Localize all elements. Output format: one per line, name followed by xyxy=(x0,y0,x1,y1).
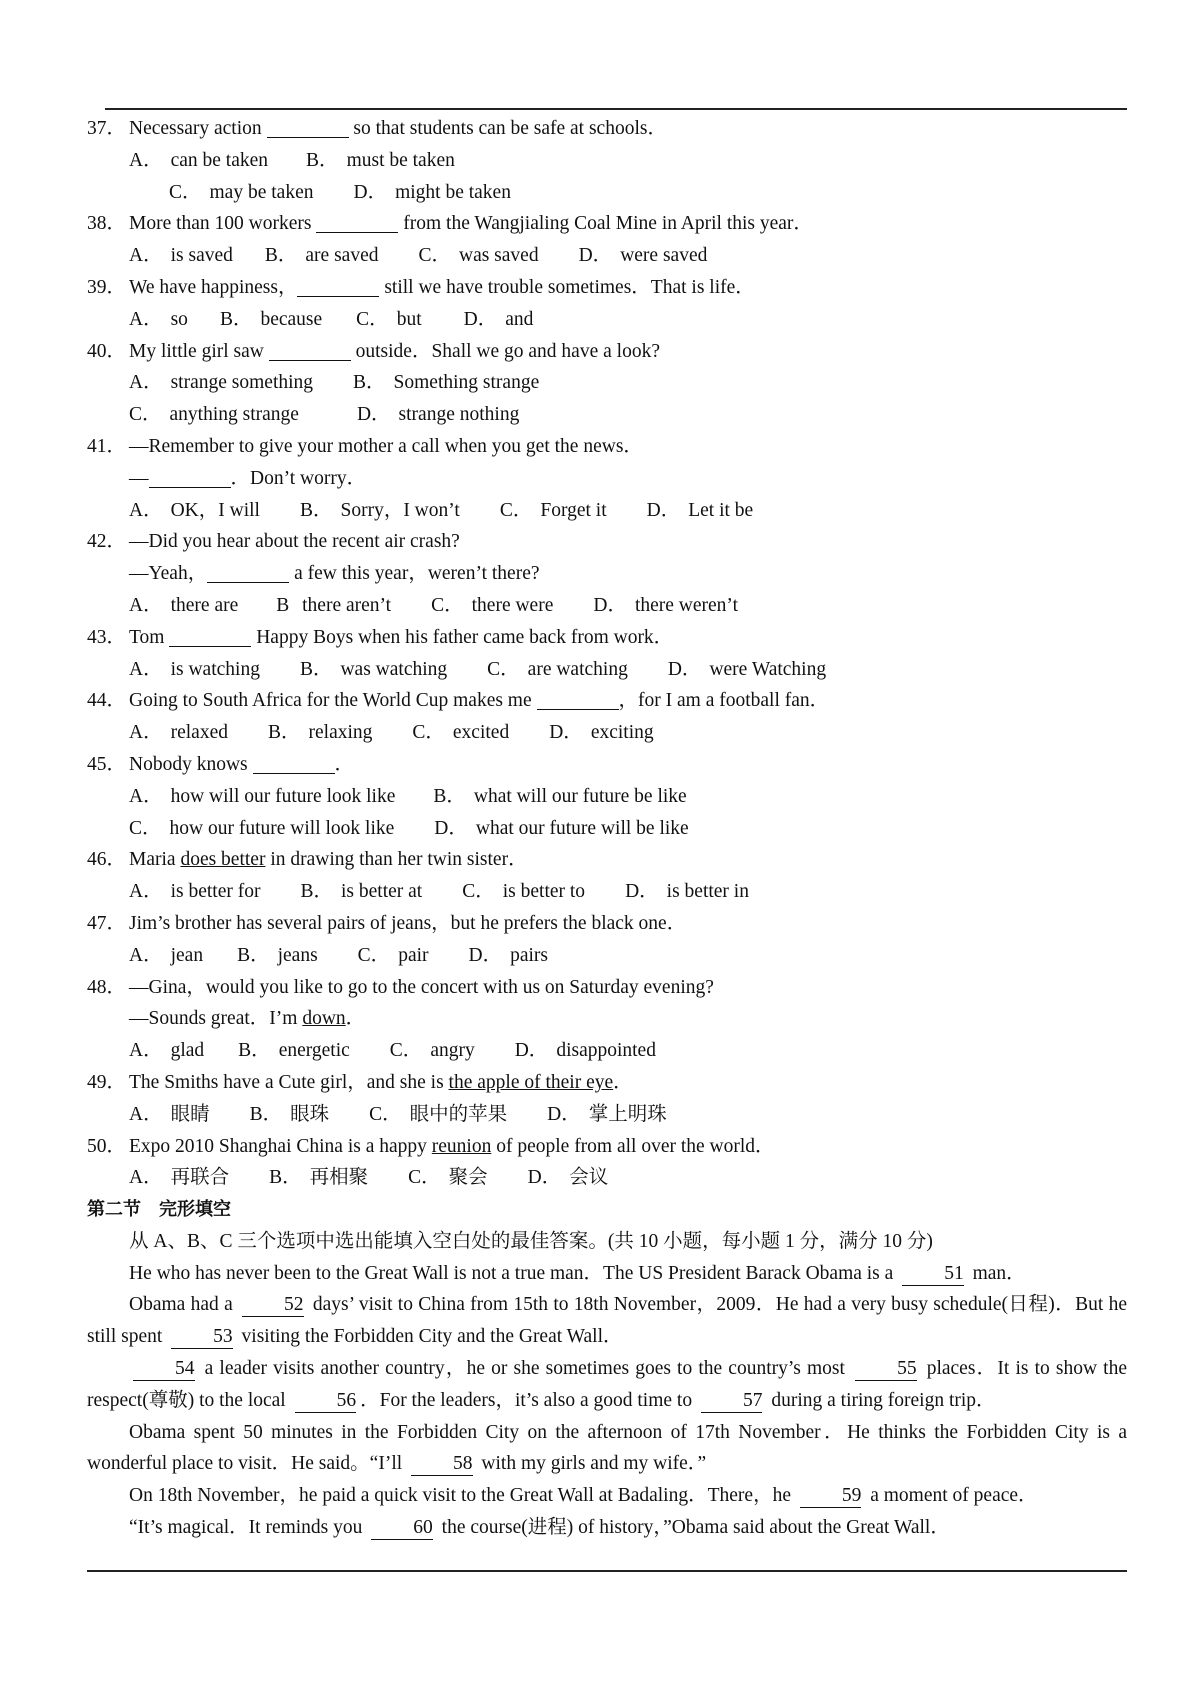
answer-option[interactable] xyxy=(250,1099,330,1131)
option-letter: D． xyxy=(578,245,613,267)
option-text: is better in xyxy=(666,881,749,903)
answer-option[interactable] xyxy=(500,495,607,527)
options-row xyxy=(87,590,1127,622)
question-text: Going to South Africa for the World Cup makes me xyxy=(129,690,537,712)
question-text: ． xyxy=(334,753,355,775)
answer-option[interactable] xyxy=(469,940,549,972)
options-row xyxy=(87,717,1127,749)
option-letter: B． xyxy=(299,499,333,521)
answer-option[interactable] xyxy=(129,590,238,622)
option-text: there were xyxy=(471,594,554,616)
option-letter: C． xyxy=(431,594,464,616)
option-letter: B． xyxy=(269,1167,302,1189)
passage-text: Obama had a xyxy=(129,1294,239,1316)
option-text: was watching xyxy=(340,658,448,680)
underlined-phrase: reunion xyxy=(431,1135,492,1157)
option-text: 眼睛 xyxy=(170,1103,210,1125)
option-letter: C． xyxy=(169,181,202,203)
answer-option[interactable] xyxy=(129,367,313,399)
option-text: were saved xyxy=(620,245,708,267)
option-letter: B． xyxy=(300,881,333,903)
answer-option[interactable] xyxy=(300,876,422,908)
passage-text: man． xyxy=(967,1262,1026,1284)
answer-blank xyxy=(267,117,349,138)
dialogue-text: —Yeah， xyxy=(129,563,208,585)
option-letter: D． xyxy=(547,1103,581,1125)
cloze-blank: 57 xyxy=(701,1390,763,1413)
question-stem xyxy=(87,336,1127,368)
option-text: 眼珠 xyxy=(290,1103,330,1125)
option-letter: D． xyxy=(549,722,583,744)
answer-option[interactable] xyxy=(547,1099,667,1131)
option-letter: A． xyxy=(129,1040,163,1062)
question-text: Maria xyxy=(129,849,181,871)
answer-option[interactable] xyxy=(129,399,299,431)
option-text: pairs xyxy=(510,944,549,966)
question-text: —Did you hear about the recent air crash? xyxy=(129,531,460,553)
passage-paragraph xyxy=(87,1258,1127,1290)
dialogue-line xyxy=(87,558,1127,590)
passage-text: places．It is to show the respect(尊敬) to the local xyxy=(87,1358,1127,1411)
question-stem xyxy=(87,685,1127,717)
cloze-blank: 52 xyxy=(242,1294,304,1317)
option-text: exciting xyxy=(590,722,654,744)
options-row xyxy=(87,304,1127,336)
answer-option[interactable] xyxy=(433,781,686,813)
answer-option[interactable] xyxy=(129,717,228,749)
option-letter: C． xyxy=(129,817,162,839)
passage-text: during a tiring foreign trip． xyxy=(766,1389,996,1411)
answer-option[interactable] xyxy=(549,717,653,749)
option-text: are watching xyxy=(527,658,628,680)
dialogue-text: a few this year，weren’t there? xyxy=(289,563,540,585)
answer-option[interactable] xyxy=(579,240,708,272)
option-letter: C． xyxy=(129,404,162,426)
question-stem xyxy=(87,113,1127,145)
option-text: 聚会 xyxy=(448,1167,488,1189)
option-letter: B． xyxy=(353,372,386,394)
options-row xyxy=(87,367,1127,399)
cloze-blank: 58 xyxy=(411,1453,473,1476)
option-letter: D． xyxy=(593,594,627,616)
option-text: might be taken xyxy=(395,181,511,203)
option-text: but xyxy=(396,308,422,330)
question-text: still we have trouble sometimes．That is life． xyxy=(379,276,755,298)
option-text: Sorry，I won’t xyxy=(340,499,460,521)
question-text: More than 100 workers xyxy=(129,213,317,235)
option-text: Forget it xyxy=(540,499,607,521)
answer-option[interactable] xyxy=(129,876,260,908)
passage-paragraph xyxy=(87,1480,1127,1512)
option-letter: D． xyxy=(514,1040,549,1062)
question-text: Expo 2010 Shanghai China is a happy xyxy=(129,1135,432,1157)
exam-content xyxy=(87,113,1127,1544)
option-letter: C． xyxy=(357,944,391,966)
answer-option[interactable] xyxy=(353,367,539,399)
answer-option[interactable] xyxy=(129,495,260,527)
cloze-blank: 51 xyxy=(902,1263,964,1286)
question-number: 50． xyxy=(87,1135,127,1157)
answer-option[interactable] xyxy=(129,240,233,272)
option-letter: A． xyxy=(129,1103,163,1125)
option-letter: A． xyxy=(129,308,163,330)
option-letter: C． xyxy=(462,881,495,903)
section-title: 第二节 完形填空 xyxy=(87,1199,231,1221)
option-text: what our future will be like xyxy=(475,817,689,839)
question-number: 42． xyxy=(87,531,127,553)
option-letter: D． xyxy=(527,1167,562,1189)
options-row xyxy=(87,940,1127,972)
question-number: 43． xyxy=(87,626,127,648)
option-letter: A． xyxy=(129,245,163,267)
option-text: anything strange xyxy=(169,404,299,426)
answer-option[interactable] xyxy=(357,399,519,431)
question-text: The Smiths have a Cute girl，and she is xyxy=(129,1071,449,1093)
dialogue-text: ． xyxy=(345,1008,366,1030)
section-instruction: 从 A、B、C 三个选项中选出能填入空白处的最佳答案。(共 10 小题，每小题 1 分，满分 10 分) xyxy=(129,1230,933,1252)
question-text: Tom xyxy=(129,626,170,648)
option-letter: A． xyxy=(129,499,163,521)
cloze-blank: 59 xyxy=(800,1485,862,1508)
answer-option[interactable] xyxy=(647,495,754,527)
question-stem xyxy=(87,272,1127,304)
question-text: so that students can be safe at schools． xyxy=(348,118,667,139)
question-text: of people from all over the world． xyxy=(491,1135,775,1157)
answer-option[interactable] xyxy=(237,940,318,972)
option-letter: C． xyxy=(418,245,451,267)
question-number: 47． xyxy=(87,912,127,934)
question-text: My little girl saw xyxy=(129,340,269,362)
option-letter: D． xyxy=(356,404,391,426)
options-row xyxy=(87,781,1127,813)
option-letter: A． xyxy=(129,149,163,171)
question-text: Happy Boys when his father came back from work． xyxy=(251,626,674,648)
answer-option[interactable] xyxy=(265,240,379,272)
option-letter: A． xyxy=(129,658,163,680)
answer-option[interactable] xyxy=(390,1035,475,1067)
options-row xyxy=(87,654,1127,686)
option-text: is better for xyxy=(170,881,261,903)
question-text: —Remember to give your mother a call when you get the news． xyxy=(129,435,643,457)
option-text: disappointed xyxy=(556,1040,656,1062)
answer-blank xyxy=(537,689,619,710)
option-letter: B． xyxy=(267,722,301,744)
answer-option[interactable] xyxy=(358,940,429,972)
option-text: strange something xyxy=(170,372,314,394)
answer-option[interactable] xyxy=(593,590,738,622)
option-text: how our future will look like xyxy=(169,817,395,839)
answer-option[interactable] xyxy=(369,1099,507,1131)
question-number: 38． xyxy=(87,213,127,235)
question-number: 44． xyxy=(87,690,127,712)
options-row xyxy=(87,1162,1127,1194)
option-letter: D． xyxy=(625,881,659,903)
option-text: relaxed xyxy=(170,722,228,744)
question-number: 41． xyxy=(87,435,127,457)
answer-option[interactable] xyxy=(625,876,749,908)
passage-text: with my girls and my wife．” xyxy=(476,1453,707,1475)
option-letter: A． xyxy=(129,594,163,616)
option-text: glad xyxy=(170,1040,205,1062)
answer-option[interactable] xyxy=(462,876,585,908)
option-letter: B xyxy=(276,594,295,616)
passage-paragraph xyxy=(87,1353,1127,1417)
option-letter: B． xyxy=(249,1103,283,1125)
passage-paragraph xyxy=(87,1512,1127,1544)
option-text: Something strange xyxy=(393,372,540,394)
answer-option[interactable] xyxy=(169,177,313,209)
question-stem xyxy=(87,526,1127,558)
option-letter: B． xyxy=(264,245,298,267)
option-letter: A． xyxy=(129,1167,163,1189)
answer-option[interactable] xyxy=(434,813,688,845)
question-text: We have happiness， xyxy=(129,276,298,298)
options-row xyxy=(87,145,1127,177)
option-letter: D． xyxy=(468,944,503,966)
answer-blank xyxy=(269,340,351,361)
question-number: 39． xyxy=(87,276,127,298)
option-letter: B． xyxy=(306,149,339,171)
answer-blank xyxy=(149,467,231,488)
dialogue-line xyxy=(87,463,1127,495)
option-text: is saved xyxy=(170,245,233,267)
option-text: excited xyxy=(452,722,510,744)
passage-text: Obama spent 50 minutes in the Forbidden City on the afternoon of 17th November．He thinks the Forbidden City is a wonderful place to visit．He said。“I’ll xyxy=(87,1421,1127,1475)
option-text: 再相聚 xyxy=(309,1167,369,1189)
question-stem xyxy=(87,622,1127,654)
answer-option[interactable] xyxy=(356,304,421,336)
option-text: so xyxy=(170,308,188,330)
answer-option[interactable] xyxy=(276,590,391,622)
option-text: there are xyxy=(170,594,239,616)
answer-option[interactable] xyxy=(129,781,395,813)
answer-option[interactable] xyxy=(300,654,447,686)
dialogue-text: ．Don’t worry． xyxy=(230,467,367,489)
options-row xyxy=(87,240,1127,272)
option-letter: C． xyxy=(499,499,533,521)
answer-option[interactable] xyxy=(306,145,455,177)
option-text: are saved xyxy=(305,245,379,267)
question-text: outside．Shall we go and have a look? xyxy=(350,340,660,362)
answer-blank xyxy=(297,276,379,297)
answer-option[interactable] xyxy=(129,1035,204,1067)
option-text: energetic xyxy=(278,1040,350,1062)
option-letter: A． xyxy=(129,722,163,744)
answer-option[interactable] xyxy=(268,717,372,749)
option-letter: C． xyxy=(412,722,445,744)
answer-option[interactable] xyxy=(300,495,460,527)
option-text: there aren’t xyxy=(302,594,392,616)
option-letter: B． xyxy=(299,658,333,680)
option-letter: B． xyxy=(219,308,253,330)
question-stem xyxy=(87,1067,1127,1099)
question-stem xyxy=(87,1131,1127,1163)
option-text: jean xyxy=(170,944,204,966)
cloze-blank: 56 xyxy=(295,1390,357,1413)
answer-option[interactable] xyxy=(668,654,826,686)
options-row xyxy=(87,1035,1127,1067)
question-stem xyxy=(87,844,1127,876)
underlined-phrase: down xyxy=(302,1008,346,1030)
question-text: in drawing than her twin sister． xyxy=(265,849,528,871)
underlined-phrase: does better xyxy=(180,849,266,871)
question-stem xyxy=(87,749,1127,781)
dialogue-text: —Sounds great．I’m xyxy=(129,1008,303,1030)
question-number: 45． xyxy=(87,753,127,775)
option-letter: A． xyxy=(129,372,163,394)
bottom-rule xyxy=(87,1570,1127,1572)
passage-text: He who has never been to the Great Wall is not a true man．The US President Barack Obama is a xyxy=(129,1262,899,1284)
options-row xyxy=(87,399,1127,431)
option-letter: D． xyxy=(434,817,468,839)
dialogue-line xyxy=(87,1003,1127,1035)
passage-paragraph xyxy=(87,1289,1127,1353)
option-letter: C． xyxy=(356,308,389,330)
options-row xyxy=(87,813,1127,845)
option-letter: B． xyxy=(433,785,466,807)
passage-text: days’ visit to China from 15th to 18th November，2009．He had a very busy schedule(日程)．But he still spent xyxy=(87,1294,1128,1348)
passage-text: visiting the Forbidden City and the Great Wall． xyxy=(236,1326,623,1348)
option-text: 掌上明珠 xyxy=(588,1103,667,1125)
option-text: can be taken xyxy=(170,149,269,171)
options-row xyxy=(87,1099,1127,1131)
answer-blank xyxy=(169,626,251,647)
question-text: from the Wangjialing Coal Mine in April this year． xyxy=(398,213,813,235)
option-letter: A． xyxy=(129,881,163,903)
option-text: pair xyxy=(398,944,429,966)
question-text: ，for I am a football fan． xyxy=(618,690,830,712)
answer-blank xyxy=(253,753,335,774)
question-number: 49． xyxy=(87,1071,127,1093)
option-letter: A． xyxy=(129,944,163,966)
options-row xyxy=(87,495,1127,527)
option-letter: D． xyxy=(463,308,498,330)
question-stem xyxy=(87,908,1127,940)
answer-option[interactable] xyxy=(408,1162,488,1194)
answer-option[interactable] xyxy=(418,240,538,272)
question-text: Jim’s brother has several pairs of jeans，but he prefers the black one． xyxy=(129,912,687,934)
option-text: Let it be xyxy=(688,499,754,521)
passage-text: ．For the leaders，it’s also a good time to xyxy=(360,1389,697,1411)
question-number: 46． xyxy=(87,849,127,871)
cloze-blank: 55 xyxy=(855,1358,917,1381)
option-letter: C． xyxy=(408,1167,441,1189)
question-stem xyxy=(87,972,1127,1004)
answer-option[interactable] xyxy=(431,590,553,622)
answer-option[interactable] xyxy=(129,940,203,972)
option-letter: A． xyxy=(129,785,163,807)
passage-text: a leader visits another country，he or she sometimes goes to the country’s most xyxy=(198,1358,852,1380)
option-text: OK，I will xyxy=(170,499,260,521)
answer-blank xyxy=(207,562,289,583)
question-number: 40． xyxy=(87,340,127,362)
question-number: 48． xyxy=(87,976,127,998)
option-letter: D． xyxy=(667,658,702,680)
option-letter: B． xyxy=(238,1040,271,1062)
answer-option[interactable] xyxy=(129,304,188,336)
option-letter: D． xyxy=(646,499,681,521)
answer-option[interactable] xyxy=(220,304,322,336)
answer-option[interactable] xyxy=(129,145,268,177)
cloze-blank: 60 xyxy=(371,1517,433,1540)
option-text: strange nothing xyxy=(398,404,520,426)
option-text: angry xyxy=(430,1040,475,1062)
question-text: ． xyxy=(613,1071,633,1093)
option-text: and xyxy=(505,308,534,330)
question-text: Necessary action xyxy=(129,118,267,139)
passage-text: “It’s magical．It reminds you xyxy=(129,1517,368,1539)
option-text: is watching xyxy=(170,658,260,680)
answer-option[interactable] xyxy=(353,177,510,209)
answer-option[interactable] xyxy=(129,1162,229,1194)
question-text: —Gina，would you like to go to the concert with us on Saturday evening? xyxy=(129,976,714,998)
option-text: must be taken xyxy=(346,149,455,171)
option-text: 会议 xyxy=(569,1167,609,1189)
option-text: is better to xyxy=(502,881,586,903)
dialogue-text: — xyxy=(129,467,149,489)
option-text: is better at xyxy=(341,881,423,903)
cloze-blank: 53 xyxy=(171,1326,233,1349)
option-text: how will our future look like xyxy=(170,785,396,807)
option-letter: C． xyxy=(369,1103,402,1125)
passage-text: the course(进程) of history，”Obama said about the Great Wall． xyxy=(436,1517,950,1539)
answer-option[interactable] xyxy=(464,304,534,336)
answer-option[interactable] xyxy=(129,813,394,845)
answer-option[interactable] xyxy=(269,1162,368,1194)
option-text: what will our future be like xyxy=(473,785,687,807)
option-letter: C． xyxy=(389,1040,423,1062)
underlined-phrase: the apple of their eye xyxy=(448,1071,614,1093)
option-letter: B． xyxy=(237,944,270,966)
answer-option[interactable] xyxy=(238,1035,350,1067)
answer-blank xyxy=(316,212,398,233)
option-text: may be taken xyxy=(209,181,314,203)
option-text: relaxing xyxy=(308,722,373,744)
question-stem xyxy=(87,431,1127,463)
option-letter: D． xyxy=(353,181,388,203)
answer-option[interactable] xyxy=(129,654,260,686)
option-text: 再联合 xyxy=(170,1167,230,1189)
answer-option[interactable] xyxy=(487,654,628,686)
question-text: Nobody knows xyxy=(129,753,253,775)
top-rule xyxy=(105,108,1127,110)
option-text: 眼中的苹果 xyxy=(409,1103,508,1125)
question-stem xyxy=(87,208,1127,240)
cloze-blank: 54 xyxy=(133,1358,195,1381)
answer-option[interactable] xyxy=(412,717,509,749)
answer-option[interactable] xyxy=(129,1099,210,1131)
options-row xyxy=(87,876,1127,908)
option-text: was saved xyxy=(458,245,539,267)
question-number: 37． xyxy=(87,118,127,139)
option-letter: C． xyxy=(487,658,520,680)
answer-option[interactable] xyxy=(528,1162,609,1194)
passage-text: On 18th November，he paid a quick visit to the Great Wall at Badaling．There，he xyxy=(129,1485,796,1507)
passage-text: a moment of peace． xyxy=(865,1485,1038,1507)
option-text: were Watching xyxy=(709,658,827,680)
option-text: there weren’t xyxy=(634,594,738,616)
passage-paragraph xyxy=(87,1417,1127,1481)
option-text: because xyxy=(260,308,323,330)
option-text: jeans xyxy=(277,944,318,966)
options-row xyxy=(87,177,1127,209)
answer-option[interactable] xyxy=(515,1035,656,1067)
